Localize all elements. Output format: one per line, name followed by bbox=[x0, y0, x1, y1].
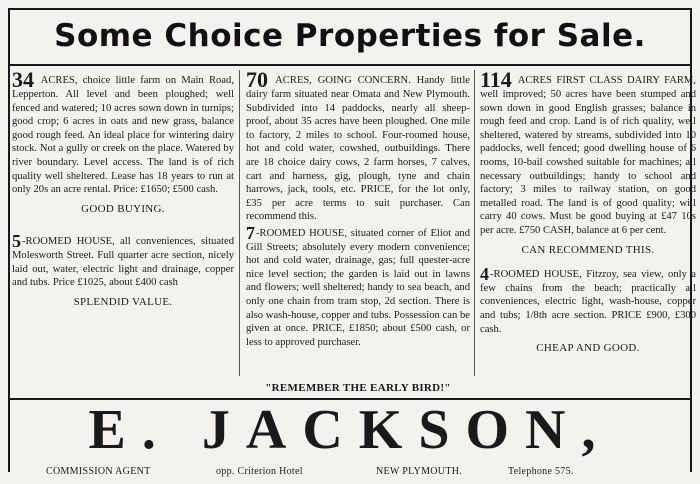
footer-town: NEW PLYMOUTH. bbox=[376, 466, 463, 477]
firm-name: E. JACKSON, bbox=[88, 399, 612, 461]
listing-text: -ROOMED HOUSE, Fitzroy, sea view, only a few chains from the beach; practically all conveniences, electric light, wash-house, copper and tubs; 1/8th acre section. PRICE £900, £300 cash. bbox=[480, 269, 696, 335]
footer-role: COMMISSION AGENT bbox=[46, 466, 151, 477]
listing-7-roomed-house bbox=[246, 222, 470, 349]
column-left bbox=[12, 67, 234, 313]
listing-tagline: SPLENDID VALUE. bbox=[73, 295, 173, 308]
column-middle bbox=[246, 67, 470, 349]
listing-number: 7 bbox=[246, 222, 255, 243]
listing-4-roomed-house bbox=[480, 264, 696, 356]
top-border bbox=[8, 8, 692, 10]
listing-34-acres bbox=[12, 67, 234, 216]
listing-number: 34 bbox=[12, 67, 34, 92]
listing-number: 70 bbox=[246, 67, 268, 92]
listing-tagline: GOOD BUYING. bbox=[81, 202, 165, 215]
column-divider-1 bbox=[239, 70, 240, 376]
headline-divider bbox=[8, 64, 692, 66]
listing-number: 114 bbox=[480, 67, 512, 92]
listing-114-acres bbox=[480, 67, 696, 257]
column-right bbox=[480, 67, 696, 360]
listing-tagline: CHEAP AND GOOD. bbox=[536, 342, 640, 355]
listing-text: ACRES, choice little farm on Main Road, Lepperton. All level and been ploughed; well fenced and watered; 10 acres sown down in turnips; good crop; 6 acres in oats and new grass, balance good rough feed. An ideal place for wintering dairy stock. Not a gully or creek on the place. Watered by river boundary. Level access. The land is of rich quality well sheltered. Lease has 18 years to run at only 20s an acre rental. Price: £1650; £500 cash. bbox=[12, 75, 234, 196]
listing-text: -ROOMED HOUSE, all conveniences, situated Molesworth Street. Full quarter acre section, nicely laid out, water, electric light and drainage, copper and tubs. Price £1025, about £400 cash bbox=[12, 236, 234, 289]
listing-text: ACRES FIRST CLASS DAIRY FARM, well improved; 50 acres have been stumped and sown down in good English grasses; balance in rough feed and crop. Land is of rich quality, well sheltered, watered by streams, subdivided into 10 paddocks, well fenced; good dwelling house of 6 rooms, 10-bail cowshed suitable for machines; all necessary outbuildings; handy to school and factory; 3 miles to railway station, on good metalled road. The land is of good quality; will carry 40 cows. Must be good buying at £47 10s per acre. £750 CASH, balance at 6 per cent. bbox=[480, 75, 696, 236]
listing-5-roomed-house bbox=[12, 231, 234, 309]
listing-70-acres bbox=[246, 67, 470, 224]
listing-number: 4 bbox=[480, 264, 489, 285]
listing-tagline: CAN RECOMMEND THIS. bbox=[521, 243, 655, 256]
listing-text: ACRES, GOING CONCERN. Handy little dairy farm situated near Omata and New Plymouth. Subdivided into 14 paddocks, nearly all sheep-proof, about 35 acres have been ploughed. One mile to factory, 2 miles to school. Four-roomed house, hot and cold water, cowshed, outbuildings. There are 18 choice dairy cows, 2 farm horses, 7 calves, cart and harness, gig, plough, tyne and chain harrows, jack, tools, etc. PRICE, for the lot only, £35 per acre terms to suit purchaser. Can recommend this. bbox=[246, 75, 470, 223]
slogan: "REMEMBER THE EARLY BIRD!" bbox=[265, 382, 451, 394]
footer-address: opp. Criterion Hotel bbox=[216, 466, 303, 477]
page-title: Some Choice Properties for Sale. bbox=[54, 18, 646, 54]
footer-phone: Telephone 575. bbox=[508, 466, 574, 477]
listing-text: -ROOMED HOUSE, situated corner of Eliot and Gill Streets; absolutely every modern convenience; hot and cold water, drainage, gas; full quester-acre nice level section; the garden is laid out in lawns and flowers; well sheltered; handy to sea beach, and only one chain from tram stop, 2d section. There is also wash-house, copper and tubs. Possession can be given at once. PRICE, £1850; about £500 cash, or less to approved purchaser. bbox=[246, 227, 470, 348]
column-divider-2 bbox=[474, 70, 475, 376]
listing-number: 5 bbox=[12, 231, 21, 252]
